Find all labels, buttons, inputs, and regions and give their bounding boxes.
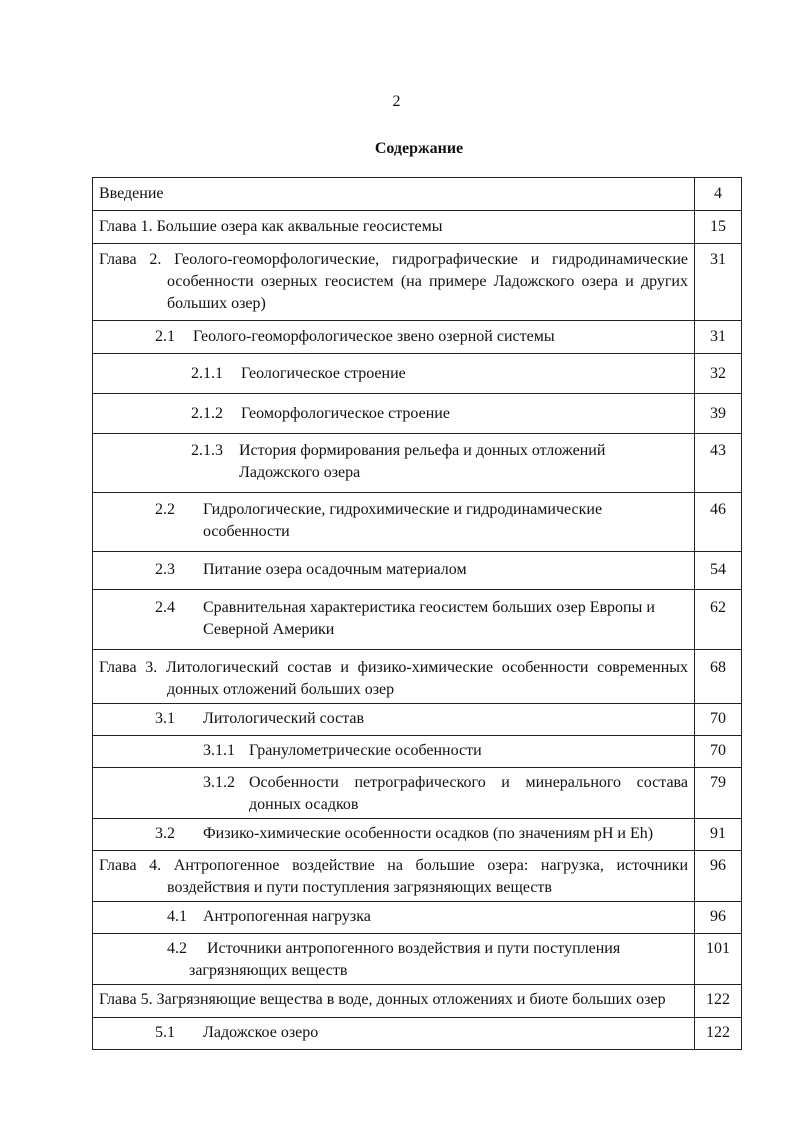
toc-entry xyxy=(93,434,695,493)
page-number: 2 xyxy=(392,93,401,110)
toc-entry-text: Антропогенная нагрузка xyxy=(203,908,371,925)
toc-entry-text: Гранулометрические особенности xyxy=(249,742,482,759)
toc-page: 32 xyxy=(695,354,742,394)
toc-entry-text: Источники антропогенного воздействия и пути поступления загрязняющих веществ xyxy=(189,940,621,979)
toc-entry-number: 3.1.2 xyxy=(203,774,235,791)
toc-entry-number: 2.2 xyxy=(155,501,175,518)
toc-entry-number: 2.1.3 xyxy=(191,442,223,459)
toc-entry xyxy=(93,768,695,819)
toc-page: 68 xyxy=(695,650,742,704)
toc-row xyxy=(93,434,742,493)
toc-row xyxy=(93,552,742,590)
toc-row xyxy=(93,493,742,552)
toc-entry-number: 4.1 xyxy=(167,908,187,925)
toc-entry xyxy=(93,650,695,704)
toc-entry-text: Глава 3. Литологический состав и физико-химические особенности современных донных отложений больших озер xyxy=(99,659,688,698)
toc-entry-number: 2.4 xyxy=(155,599,175,616)
toc-page: 96 xyxy=(695,902,742,934)
toc-entry-text: Ладожское озеро xyxy=(203,1024,319,1041)
toc-entry xyxy=(93,902,695,934)
toc-entry-number: 3.1.1 xyxy=(203,742,235,759)
toc-entry-text: Глава 4. Антропогенное воздействие на большие озера: нагрузка, источники воздействия и пути поступления загрязняющих веществ xyxy=(99,857,688,896)
toc-entry-text: Введение xyxy=(99,185,164,202)
table-of-contents xyxy=(92,177,742,1050)
toc-page: 15 xyxy=(695,211,742,244)
toc-row xyxy=(93,768,742,819)
toc-entry xyxy=(93,934,695,985)
toc-entry-text: Питание озера осадочным материалом xyxy=(203,561,467,578)
toc-page: 4 xyxy=(695,178,742,211)
toc-entry-number: 3.1 xyxy=(155,710,175,727)
toc-row xyxy=(93,178,742,211)
toc-entry-number: 5.1 xyxy=(155,1024,175,1041)
toc-page: 91 xyxy=(695,819,742,851)
toc-entry xyxy=(93,1018,695,1050)
page-title: Содержание xyxy=(374,140,464,157)
toc-entry-text: Литологический состав xyxy=(203,710,365,727)
toc-entry xyxy=(93,244,695,321)
toc-page: 62 xyxy=(695,590,742,650)
toc-page: 39 xyxy=(695,394,742,434)
toc-entry-text: Особенности петрографического и минерального состава донных осадков xyxy=(249,774,688,813)
toc-entry xyxy=(93,736,695,768)
toc-entry xyxy=(93,552,695,590)
toc-page: 54 xyxy=(695,552,742,590)
toc-row xyxy=(93,819,742,851)
toc-row xyxy=(93,1018,742,1050)
toc-entry-text: Гидрологические, гидрохимические и гидродинамические особенности xyxy=(203,501,603,540)
toc-row xyxy=(93,211,742,244)
toc-row xyxy=(93,736,742,768)
toc-entry xyxy=(93,354,695,394)
toc-row xyxy=(93,321,742,354)
toc-entry xyxy=(93,493,695,552)
toc-row xyxy=(93,590,742,650)
toc-row xyxy=(93,704,742,736)
toc-row xyxy=(93,934,742,985)
toc-row xyxy=(93,902,742,934)
toc-entry-text: Глава 5. Загрязняющие вещества в воде, донных отложениях и биоте больших озер xyxy=(99,991,666,1008)
toc-entry-number: 2.1 xyxy=(155,328,175,345)
toc-entry-text: Геолого-геоморфологическое звено озерной системы xyxy=(193,328,555,345)
toc-entry xyxy=(93,321,695,354)
toc-entry-text: Сравнительная характеристика геосистем больших озер Европы и Северной Америки xyxy=(203,599,655,638)
toc-entry-text: Геоморфологическое строение xyxy=(241,405,450,422)
toc-entry xyxy=(93,985,695,1018)
toc-page: 31 xyxy=(695,321,742,354)
toc-entry-text: Геологическое строение xyxy=(241,365,406,382)
toc-entry-text: История формирования рельефа и донных отложений Ладожского озера xyxy=(239,442,606,481)
toc-row xyxy=(93,851,742,902)
toc-entry xyxy=(93,704,695,736)
toc-page: 96 xyxy=(695,851,742,902)
toc-entry-number: 3.2 xyxy=(155,825,175,842)
toc-page: 122 xyxy=(695,985,742,1018)
toc-row xyxy=(93,354,742,394)
toc-entry-text: Глава 2. Геолого-геоморфологические, гидрографические и гидродинамические особенности озерных геосистем (на примере Ладожского озера и других больших озер) xyxy=(99,251,688,312)
toc-page: 122 xyxy=(695,1018,742,1050)
toc-page: 70 xyxy=(695,704,742,736)
toc-page: 31 xyxy=(695,244,742,321)
toc-entry-text: Глава 1. Большие озера как аквальные геосистемы xyxy=(99,218,443,235)
toc-page: 101 xyxy=(695,934,742,985)
toc-entry xyxy=(93,178,695,211)
toc-entry xyxy=(93,851,695,902)
toc-entry xyxy=(93,819,695,851)
toc-page: 43 xyxy=(695,434,742,493)
toc-entry xyxy=(93,394,695,434)
toc-entry-number: 2.3 xyxy=(155,561,175,578)
toc-entry-number: 4.2 xyxy=(167,940,187,957)
toc-entry-number: 2.1.2 xyxy=(191,405,223,422)
toc-row xyxy=(93,985,742,1018)
toc-row xyxy=(93,244,742,321)
toc-entry xyxy=(93,590,695,650)
toc-page: 46 xyxy=(695,493,742,552)
toc-page: 70 xyxy=(695,736,742,768)
toc-page: 79 xyxy=(695,768,742,819)
toc-entry xyxy=(93,211,695,244)
toc-row xyxy=(93,394,742,434)
toc-row xyxy=(93,650,742,704)
toc-entry-text: Физико-химические особенности осадков (по значениям pH и Eh) xyxy=(203,825,654,842)
toc-entry-number: 2.1.1 xyxy=(191,365,223,382)
